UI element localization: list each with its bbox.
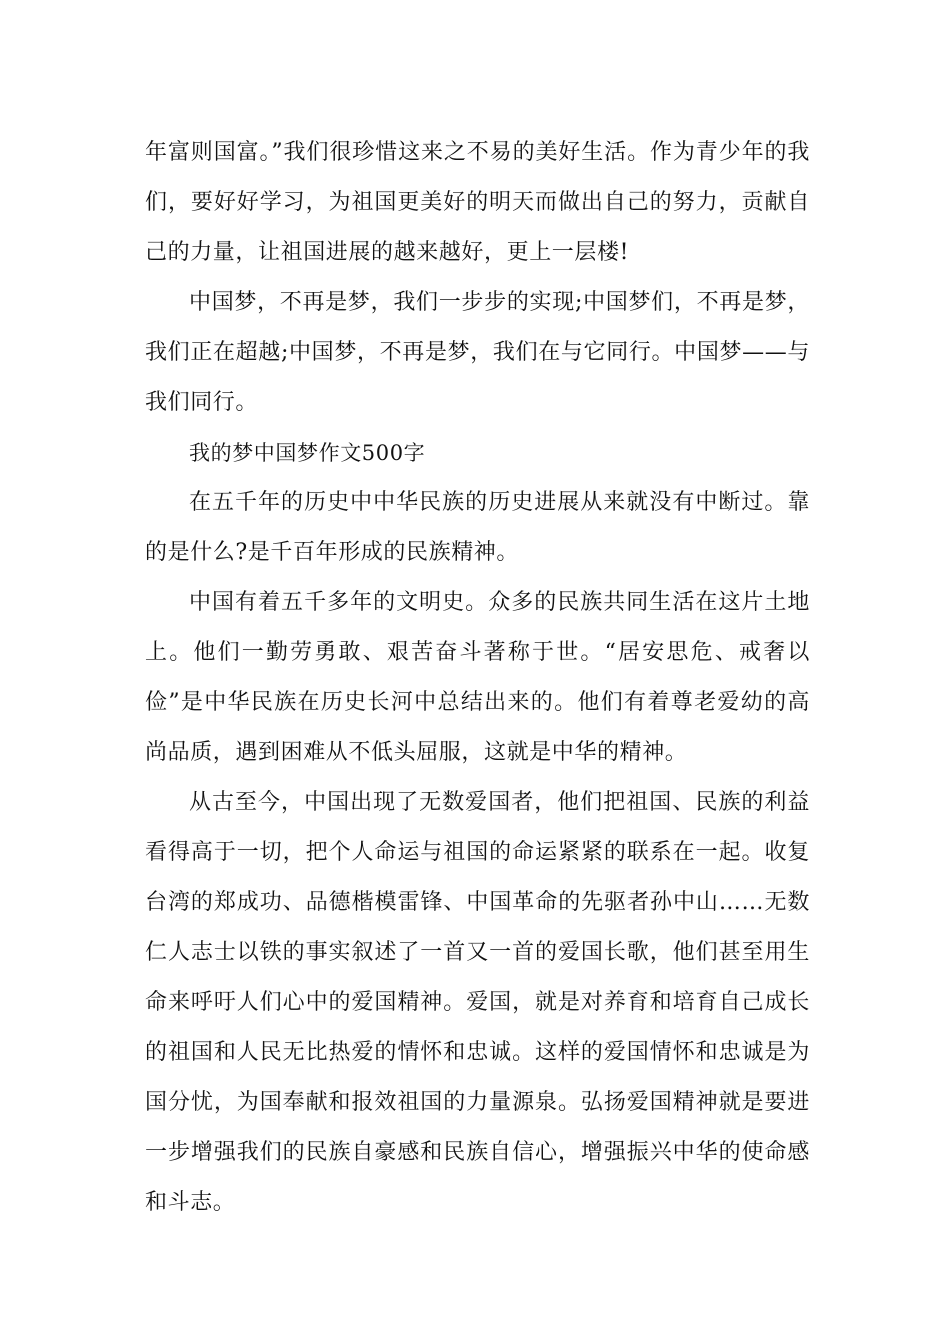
paragraph-continuation: 年富则国富。”我们很珍惜这来之不易的美好生活。作为青少年的我们，要好好学习，为祖国更美好的明天而做出自己的努力，贡献自己的力量，让祖国进展的越来越好，更上一层楼! [145, 140, 810, 265]
essay-title: 我的梦中国梦作文500字 [189, 441, 426, 465]
paragraph-history: 在五千年的历史中中华民族的历史进展从来就没有中断过。靠的是什么?是千百年形成的民族精神。 [145, 490, 810, 565]
paragraph-civilization: 中国有着五千多年的文明史。众多的民族共同生活在这片土地上。他们一勤劳勇敢、艰苦奋斗著称于世。“居安思危、戒奢以俭”是中华民族在历史长河中总结出来的。他们有着尊老爱幼的高尚品质，遇到困难从不低头屈服，这就是中华的精神。 [145, 590, 810, 765]
document-body [145, 128, 810, 1228]
paragraph-patriots: 从古至今，中国出现了无数爱国者，他们把祖国、民族的利益看得高于一切，把个人命运与祖国的命运紧紧的联系在一起。收复台湾的郑成功、品德楷模雷锋、中国革命的先驱者孙中山……无数仁人志士以铁的事实叙述了一首又一首的爱国长歌，他们甚至用生命来呼吁人们心中的爱国精神。爱国，就是对养育和培育自己成长的祖国和人民无比热爱的情怀和忠诚。这样的爱国情怀和忠诚是为国分忧，为国奉献和报效祖国的力量源泉。弘扬爱国精神就是要进一步增强我们的民族自豪感和民族自信心，增强振兴中华的使命感和斗志。 [145, 790, 810, 1215]
paragraph-china-dream: 中国梦，不再是梦，我们一步步的实现;中国梦们，不再是梦，我们正在超越;中国梦，不再是梦，我们在与它同行。中国梦——与我们同行。 [145, 290, 810, 415]
